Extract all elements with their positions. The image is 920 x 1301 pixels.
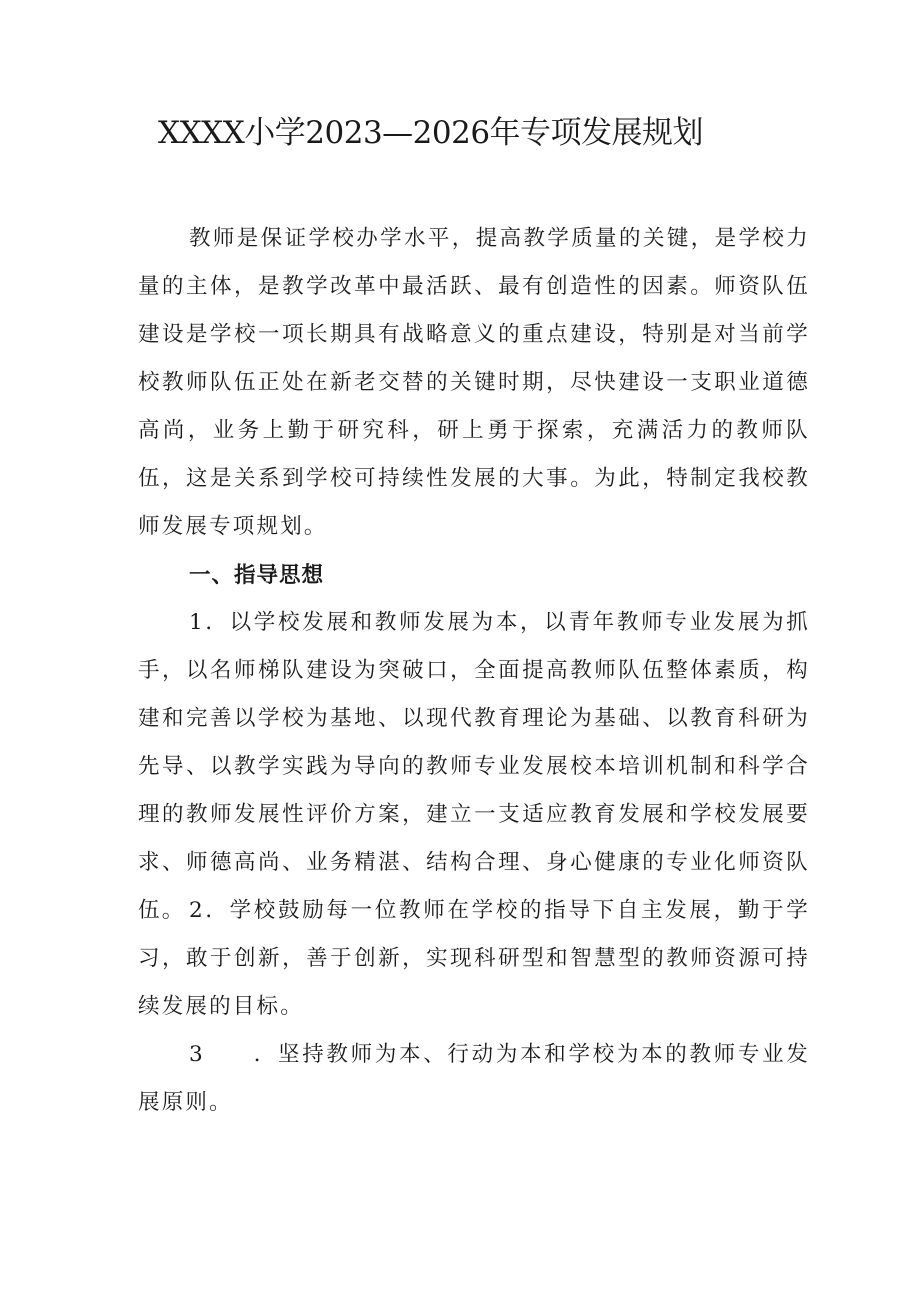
section-heading-guiding-ideology: 一、指导思想 bbox=[189, 563, 325, 588]
intro-paragraph: 教师是保证学校办学水平，提高教学质量的关键，是学校力量的主体，是教学改革中最活跃、最有创造性的因素。师资队伍建设是学校一项长期具有战略意义的重点建设，特别是对当前学校教师队伍正处在新老交替的关键时期，尽快建设一支职业道德高尚，业务上勤于研究科，研上勇于探索，充满活力的教师队伍，这是关系到学校可持续性发展的大事。为此，特制定我校教师发展专项规划。 bbox=[138, 226, 810, 539]
document-title: XXXX小学2023—2026年专项发展规划 bbox=[158, 115, 704, 151]
list-item-1: 1．以学校发展和教师发展为本，以青年教师专业发展为抓手，以名师梯队建设为突破口，全面提高教师队伍整体素质，构建和完善以学校为基地、以现代教育理论为基础、以教育科研为先导、以教学实践为导向的教师专业发展校本培训机制和科学合理的教师发展性评价方案，建立一支适应教育发展和学校发展要求、师德高尚、业务精湛、结构合理、身心健康的专业化师资队伍。 bbox=[138, 610, 810, 923]
list-item-2: 2．学校鼓励每一位教师在学校的指导下自主发展，勤于学习，敢于创新，善于创新，实现科研型和智慧型的教师资源可持续发展的目标。 bbox=[138, 898, 810, 1019]
list-item-3: 3 ．坚持教师为本、行动为本和学校为本的教师专业发展原则。 bbox=[138, 1042, 810, 1115]
